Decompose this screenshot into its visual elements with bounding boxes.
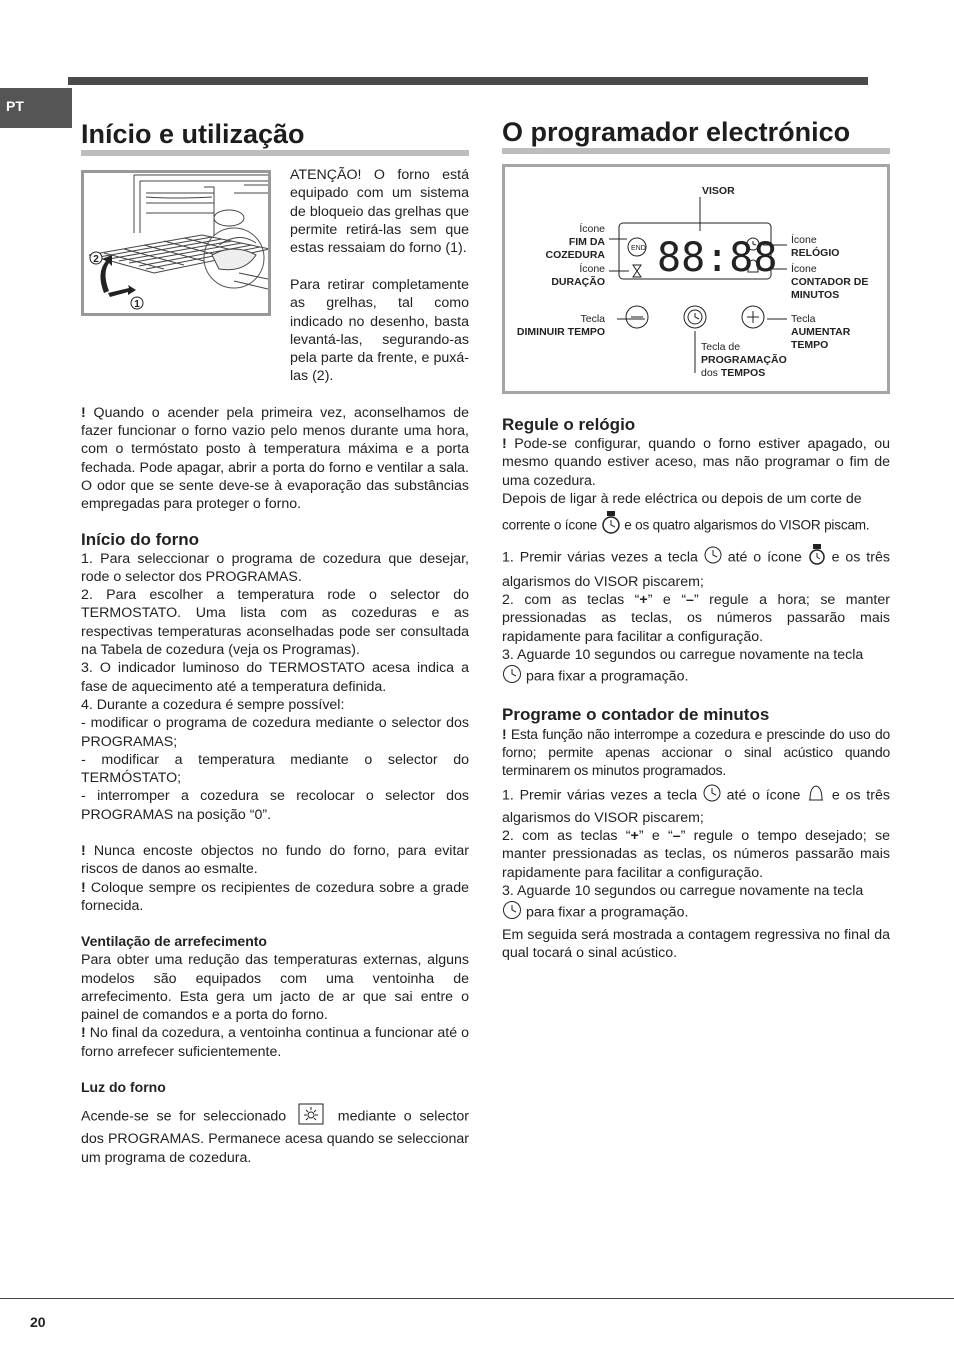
- intro-paragraph-2: Para retirar completamente as grelhas, tal como indicado no desenho, basta levantá-las, segurando-as pela parte da frente, e puxá-las (2).: [290, 277, 469, 385]
- light-text: Acende-se se for seleccionado mediante o selector dos PROGRAMAS. Permanece acesa quando se seleccionar um programa de cozedura.: [81, 1103, 469, 1167]
- language-tab: PT: [0, 88, 72, 128]
- minus-key-symbol: –: [672, 828, 681, 845]
- clock-step-3b: para fixar a programação.: [502, 664, 890, 689]
- timer-heading: Programe o contador de minutos: [502, 704, 770, 724]
- left-column-body: [81, 276, 469, 1167]
- clock-step-1: 1. Premir várias vezes a tecla até o ícone e os três algarismos do VISOR piscarem;: [502, 543, 890, 591]
- plus-key-symbol: +: [630, 828, 639, 845]
- intro-wrap-text: [290, 166, 469, 257]
- display-digits: 88:88: [657, 235, 778, 281]
- increase-key-label: Tecla AUMENTAR TEMPO: [791, 313, 851, 351]
- programmer-panel-diagram: [502, 164, 890, 394]
- watch-icon: [808, 543, 826, 572]
- clock-step-3: 3. Aguarde 10 segundos ou carregue novamente na tecla: [502, 646, 864, 663]
- start-item: 1. Para seleccionar o programa de cozedura que desejar, rode o selector dos PROGRAMAS.: [81, 550, 469, 585]
- figure-label-1: 1: [134, 299, 140, 310]
- clock-key-icon: [704, 546, 722, 569]
- timer-step-1: 1. Premir várias vezes a tecla até o ícone e os três algarismos do VISOR piscarem;: [502, 783, 890, 827]
- clock-key-icon: [502, 900, 522, 925]
- clock-text: Depois de ligar à rede eléctrica ou depois de um corte de: [502, 490, 862, 507]
- start-item: - modificar a temperatura mediante o selector do TERMÓSTATO;: [81, 751, 469, 787]
- ventilation-text: Para obter uma redução das temperaturas externas, alguns modelos são equipados com uma ventoinha de arrefecimento. Esta gera um jacto de ar que sai entre o painel de comandos e a porta do forno.: [81, 952, 469, 1024]
- oven-light-icon: [298, 1103, 324, 1130]
- enamel-warning: ! Nunca encoste objectos no fundo do forno, para evitar riscos de danos ao esmalte.: [81, 843, 469, 878]
- intro-paragraph-1: ATENÇÃO! O forno está equipado com um sistema de bloqueio das grelhas que permite retirá-las sem que estas ressaiam do forno (1).: [290, 167, 469, 257]
- clock-label: Ícone RELÓGIO: [791, 234, 840, 259]
- right-column-body: [502, 414, 890, 962]
- watch-icon: [601, 510, 621, 541]
- left-section-title: Início e utilização: [81, 118, 469, 156]
- timer-intro: ! Esta função não interrompe a cozedura e prescinde do uso do forno; permite apenas accionar o sinal acústico quando terminarem os minutos programados.: [502, 725, 890, 779]
- plus-key-symbol: +: [639, 592, 648, 609]
- timer-step-3: 3. Aguarde 10 segundos ou carregue novamente na tecla: [502, 882, 864, 899]
- light-heading: Luz do forno: [81, 1078, 166, 1095]
- decrease-key-label: Tecla DIMINUIR TEMPO: [516, 313, 605, 338]
- ventilation-warning: ! No final da cozedura, a ventoinha continua a funcionar até o forno arrefecer suficientemente.: [81, 1025, 469, 1060]
- clock-text: corrente o ícone e os quatro algarismos do VISOR piscam.: [502, 510, 890, 541]
- end-indicator: END: [631, 245, 646, 252]
- start-item: - modificar o programa de cozedura mediante o selector dos PROGRAMAS;: [81, 715, 469, 750]
- first-use-warning: ! Quando o acender pela primeira vez, aconselhamos de fazer funcionar o forno vazio pelo menos durante uma hora, com o termóstato posto à temperatura máxima e a porta fechada. Pode apagar, abrir a porta do forno e ventilar a sala. O odor que se sente deve-se à evaporação das substâncias empregadas para proteger o forno.: [81, 404, 470, 513]
- bell-icon: [806, 783, 826, 808]
- timer-step-2: 2. com as teclas “+” e “–” regule o tempo desejado; se manter pressionadas as teclas, os números passarão mais rapidamente para facilitar a configuração.: [502, 828, 890, 881]
- right-section-title: O programador electrónico: [502, 116, 890, 154]
- start-oven-heading: Início do forno: [81, 529, 200, 549]
- ventilation-heading: Ventilação de arrefecimento: [81, 933, 267, 950]
- timer-end-text: Em seguida será mostrada a contagem regressiva no final da qual tocará o sinal acústico.: [502, 926, 890, 961]
- page-number: 20: [30, 1314, 46, 1330]
- start-item: 4. Durante a cozedura é sempre possível:: [81, 696, 345, 713]
- clock-key-icon: [703, 784, 721, 807]
- end-cooking-label: Ícone FIM DA COZEDURA: [545, 223, 605, 261]
- start-item: - interromper a cozedura se recolocar o selector dos PROGRAMAS na posição “0”.: [81, 788, 469, 823]
- clock-step-2: 2. com as teclas “+” e “–” regule a hora; se manter pressionadas as teclas, os números passarão mais rapidamente para facilitar a configuração.: [502, 592, 890, 645]
- figure-label-2: 2: [93, 254, 99, 265]
- clock-key-icon: [502, 664, 522, 689]
- timer-label: Ícone CONTADOR DE MINUTOS: [791, 263, 869, 301]
- minus-key-symbol: –: [686, 592, 694, 609]
- timer-step-3b: para fixar a programação.: [502, 900, 890, 925]
- duration-label: Ícone DURAÇÃO: [551, 263, 605, 288]
- footer-rule: [0, 1298, 954, 1299]
- visor-label: VISOR: [702, 185, 735, 197]
- clock-heading: Regule o relógio: [502, 415, 636, 434]
- start-item: 2. Para escolher a temperatura rode o selector do TERMOSTATO. Uma lista com as cozeduras e as respectivas temperaturas aconselhadas pode ser consultada na Tabela de cozedura (veja os Programas).: [81, 587, 469, 659]
- programming-key-label: Tecla de PROGRAMAÇÃO dos TEMPOS: [701, 341, 787, 379]
- top-rule: [68, 77, 868, 85]
- grid-warning: ! Coloque sempre os recipientes de cozedura sobre a grade fornecida.: [81, 879, 469, 914]
- clock-intro: ! Pode-se configurar, quando o forno estiver apagado, ou mesmo quando estiver aceso, mas não programar o fim de uma cozedura.: [502, 436, 890, 489]
- start-item: 3. O indicador luminoso do TERMOSTATO acesa indica a fase de aquecimento até a temperatura definida.: [81, 660, 469, 695]
